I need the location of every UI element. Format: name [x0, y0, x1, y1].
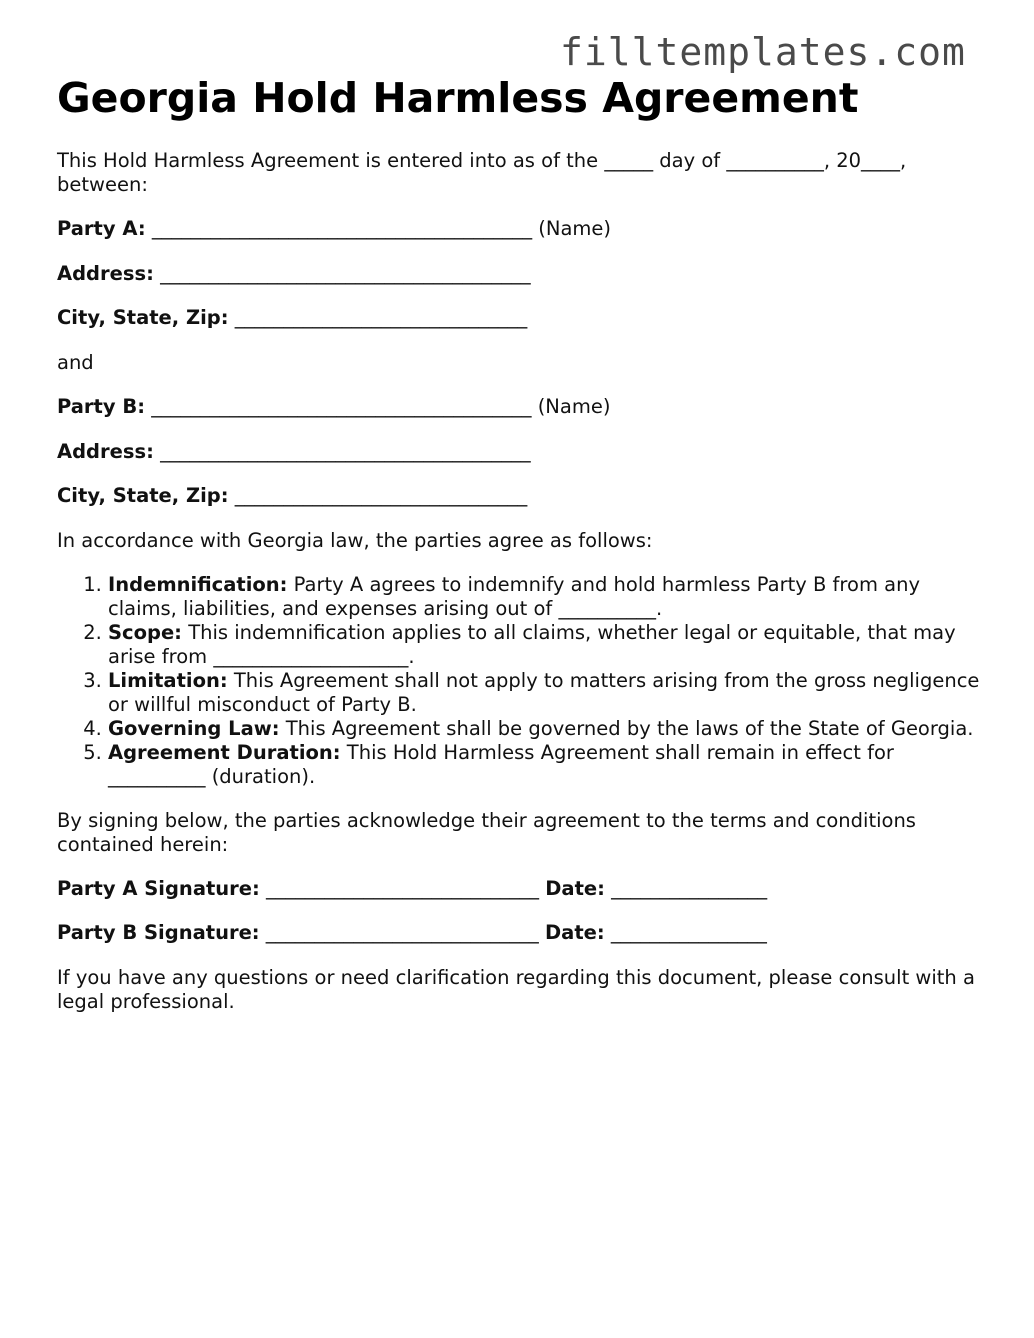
term-text: This indemnification applies to all claims, whether legal or equitable, that may arise from ____________________. — [108, 620, 956, 668]
term-item — [108, 573, 987, 621]
party-a-address-blank[interactable]: ______________________________________ — [160, 261, 531, 285]
intro-paragraph: This Hold Harmless Agreement is entered into as of the _____ day of __________, 20____, between: — [57, 149, 907, 196]
party-a-signature-label: Party A Signature: — [57, 876, 260, 900]
party-b-city-label: City, State, Zip: — [57, 484, 229, 507]
document-body — [57, 149, 987, 1034]
party-a-city-field — [57, 306, 987, 330]
party-b-signature-line — [57, 921, 987, 945]
party-b-name-label: Party B: — [57, 395, 146, 418]
party-b-address-label: Address: — [57, 439, 154, 463]
party-a-name-field — [57, 217, 987, 241]
term-item — [108, 669, 987, 717]
accordance-paragraph: In accordance with Georgia law, the parties agree as follows: — [57, 528, 653, 552]
party-a-date-blank[interactable]: ________________ — [611, 876, 768, 900]
party-b-city-field — [57, 484, 987, 508]
term-text: This Agreement shall not apply to matters arising from the gross negligence or willful misconduct of Party B. — [108, 668, 980, 716]
acknowledge-paragraph: By signing below, the parties acknowledge their agreement to the terms and conditions contained herein: — [57, 808, 916, 856]
and-text: and — [57, 350, 94, 374]
party-b-address-field — [57, 440, 987, 464]
party-a-address-label: Address: — [57, 261, 154, 285]
party-b-address-blank[interactable]: ______________________________________ — [160, 439, 531, 463]
closing-paragraph: If you have any questions or need clarification regarding this document, please consult with a legal professional. — [57, 965, 975, 1013]
term-text: This Agreement shall be governed by the laws of the State of Georgia. — [285, 716, 974, 740]
party-a-address-field — [57, 262, 987, 286]
party-a-name-suffix: (Name) — [538, 217, 612, 240]
term-item — [108, 717, 987, 741]
party-b-date-label: Date: — [545, 921, 605, 944]
terms-list — [57, 573, 987, 789]
term-item — [108, 741, 987, 789]
term-text: Party A agrees to indemnify and hold harmless Party B from any claims, liabilities, and expenses arising out of __________. — [108, 572, 920, 620]
term-heading: Limitation: — [108, 668, 228, 692]
party-a-signature-line — [57, 877, 987, 901]
term-heading: Indemnification: — [108, 572, 288, 596]
term-text: This Hold Harmless Agreement shall remain in effect for __________ (duration). — [108, 740, 894, 788]
party-b-city-blank[interactable]: ______________________________ — [234, 484, 528, 507]
party-a-date-label: Date: — [545, 876, 605, 900]
term-heading: Scope: — [108, 620, 182, 644]
party-a-signature-blank[interactable]: ____________________________ — [266, 876, 540, 900]
document-title: Georgia Hold Harmless Agreement — [57, 74, 859, 122]
site-watermark: filltemplates.com — [560, 30, 966, 74]
party-a-name-blank[interactable]: _______________________________________ — [151, 217, 533, 240]
party-a-city-blank[interactable]: ______________________________ — [234, 306, 528, 329]
party-b-date-blank[interactable]: ________________ — [610, 921, 767, 944]
term-heading: Agreement Duration: — [108, 740, 341, 764]
term-item — [108, 621, 987, 669]
party-b-signature-blank[interactable]: ____________________________ — [265, 921, 539, 944]
term-heading: Governing Law: — [108, 716, 280, 740]
party-b-name-blank[interactable]: _______________________________________ — [151, 395, 532, 418]
party-b-name-suffix: (Name) — [537, 395, 611, 418]
party-a-name-label: Party A: — [57, 217, 146, 240]
party-b-name-field — [57, 395, 987, 419]
party-a-city-label: City, State, Zip: — [57, 306, 229, 329]
party-b-signature-label: Party B Signature: — [57, 921, 260, 944]
